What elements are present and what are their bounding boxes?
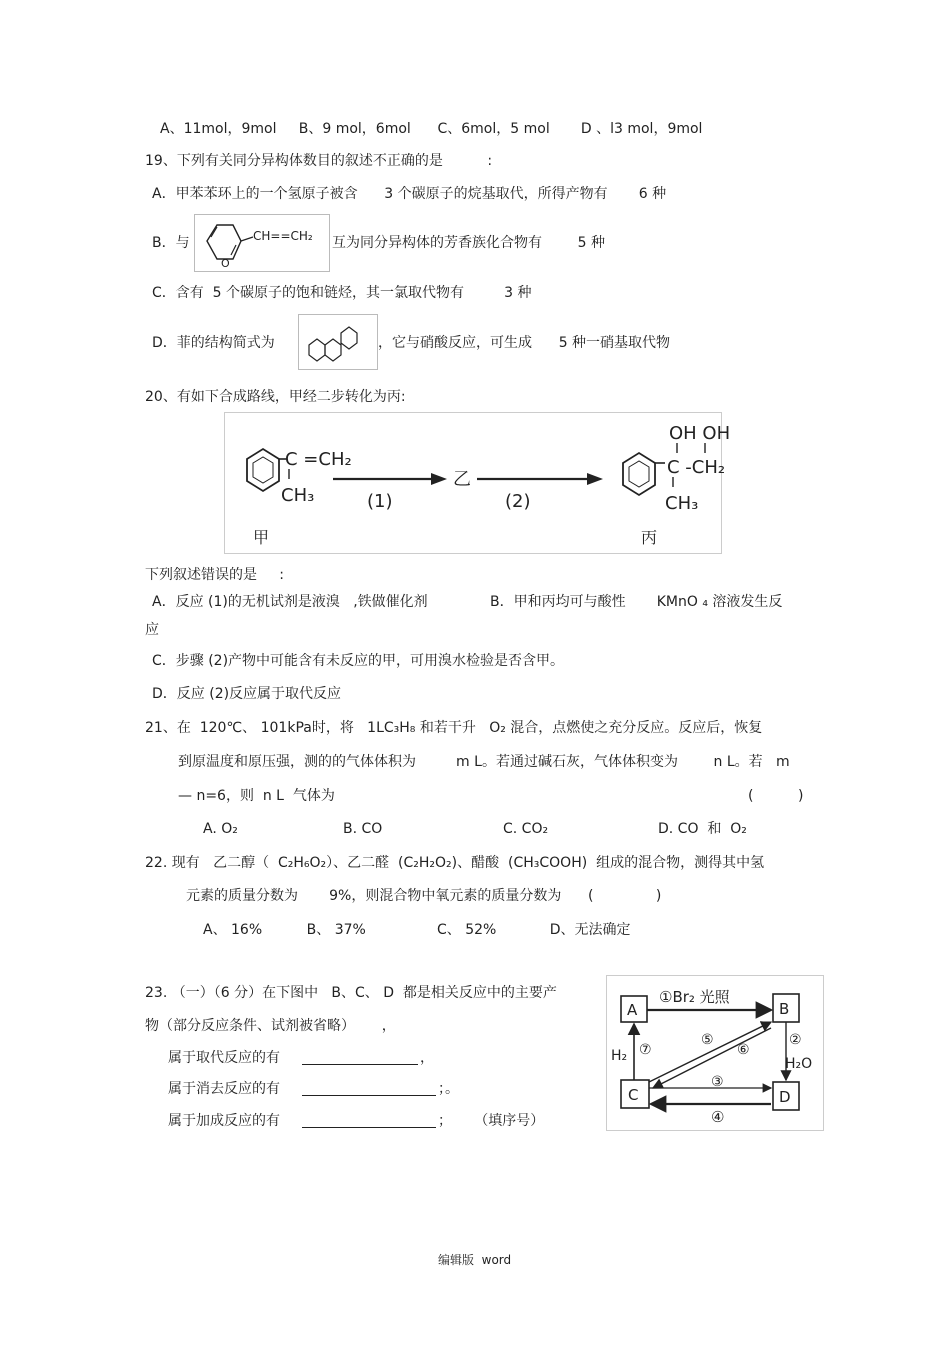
step-1-label: (1) [367, 491, 393, 512]
q19-option-b-suffix: 互为同分异构体的芳香族化合物有 5 种 [332, 235, 605, 251]
q21-line-1: 21、在 120℃、 101kPa时，将 1LC₃H₈ 和若干升 O₂ 混合，点燃使之充分反应。反应后，恢复 [145, 720, 763, 736]
box-d: D [779, 1088, 791, 1106]
arrow-7-label: ⑦ [639, 1042, 652, 1058]
jia-methyl-label: CH₃ [281, 485, 315, 506]
q18-options: A、11mol，9mol B、9 mol，6mol C、6mol，5 mol D 、l3 mol，9mol [160, 121, 703, 137]
bing-chain-label: C -CH₂ [667, 457, 726, 478]
q19-option-a: A．甲苯苯环上的一个氢原子被含 3 个碳原子的烷基取代，所得产物有 6 种 [152, 186, 667, 202]
substitution-answer-blank[interactable] [302, 1049, 418, 1065]
q23-line-1: 23. （一）（6 分）在下图中 B、C、 D 都是相关反应中的主要产 [145, 985, 557, 1001]
label-bing: 丙 [641, 528, 658, 547]
bing-oh-label: OH OH [669, 423, 731, 444]
h2-label: H₂ [611, 1048, 628, 1064]
q21-line-2: 到原温度和原压强，测的的气体体积为 m L。若通过碱石灰，气体体积变为 n L。若 m [178, 754, 790, 770]
q19-option-c: C．含有 5 个碳原子的饱和链烃，其一氯取代物有 3 种 [152, 285, 532, 301]
arrow-1-label: ①Br₂ 光照 [659, 988, 730, 1006]
addition-label: 属于加成反应的有 [168, 1113, 280, 1129]
arrow-3-label: ③ [711, 1074, 724, 1090]
addition-answer-blank[interactable] [302, 1112, 436, 1128]
elimination-label: 属于消去反应的有 [168, 1081, 280, 1097]
substitution-end: ， [420, 1050, 434, 1066]
q20-option-c: C．步骤 (2)产物中可能含有未反应的甲，可用溴水检验是否含甲。 [152, 653, 565, 669]
elimination-answer-blank[interactable] [302, 1080, 436, 1096]
pyran-vinyl-structure-image [194, 214, 330, 272]
q19-option-d-suffix: ，它与硝酸反应，可生成 5 种一硝基取代物 [378, 335, 671, 351]
q21-option-b: B. CO [343, 821, 383, 837]
elimination-end: ；。 [438, 1081, 459, 1097]
bing-methyl-label: CH₃ [665, 493, 699, 514]
h2o-label: H₂O [785, 1056, 813, 1072]
q19-option-d-prefix: D．菲的结构简式为 [152, 335, 275, 351]
arrow-4-label: ④ [711, 1108, 725, 1126]
q21-line-3: — n=6，则 n L 气体为 [178, 788, 335, 804]
q21-answer-paren: ( ) [748, 788, 804, 804]
q20-options-a-b: A．反应 (1)的无机试剂是液溴 ,铁做催化剂 B．甲和丙均可与酸性 KMnO ₄ 溶液发生反 [152, 594, 783, 610]
box-a: A [627, 1001, 638, 1019]
page-footer: 编辑版 word [438, 1253, 512, 1267]
reaction-relationship-diagram [606, 975, 824, 1131]
addition-end: ； （填序号） [438, 1113, 545, 1129]
label-jia: 甲 [253, 528, 270, 547]
box-c: C [628, 1086, 639, 1104]
arrow-6-label: ⑥ [737, 1042, 750, 1058]
q21-option-c: C. CO₂ [503, 821, 549, 837]
q22-line-2: 元素的质量分数为 9%，则混合物中氧元素的质量分数为 ( ) [186, 888, 662, 904]
q20-option-d: D．反应 (2)反应属于取代反应 [152, 686, 342, 702]
step-2-label: (2) [505, 491, 531, 512]
jia-group-label: C =CH₂ [285, 449, 352, 470]
intermediate-yi-label: 乙 [453, 469, 471, 490]
arrow-5-label: ⑤ [701, 1032, 714, 1048]
box-b: B [779, 1000, 790, 1018]
q22-line-1: 22. 现有 乙二醇（ C₂H₆O₂）、乙二醛 (C₂H₂O₂)、醋酸 (CH₃COOH) 组成的混合物，测得其中氢 [145, 855, 765, 871]
q20-option-b-wrap: 应 [145, 622, 159, 638]
vinyl-label: CH==CH₂ [253, 229, 313, 243]
synthesis-route-image [224, 412, 731, 554]
arrow-2-label: ② [789, 1032, 802, 1048]
q20-prompt: 下列叙述错误的是 : [145, 567, 284, 583]
q21-option-a: A. O₂ [203, 821, 238, 837]
q22-options: A、 16% B、 37% C、 52% D、无法确定 [203, 922, 631, 938]
q21-option-d: D. CO 和 O₂ [658, 821, 747, 837]
svg-text:O: O [221, 257, 230, 270]
q20-stem: 20、有如下合成路线，甲经二步转化为丙: [145, 389, 406, 405]
q19-stem: 19、下列有关同分异构体数目的叙述不正确的是 : [145, 153, 493, 169]
q19-option-b-prefix: B．与 [152, 235, 190, 251]
phenanthrene-structure-image [298, 314, 378, 370]
substitution-label: 属于取代反应的有 [168, 1050, 280, 1066]
q23-line-2: 物（部分反应条件、试剂被省略） ， [145, 1018, 396, 1034]
